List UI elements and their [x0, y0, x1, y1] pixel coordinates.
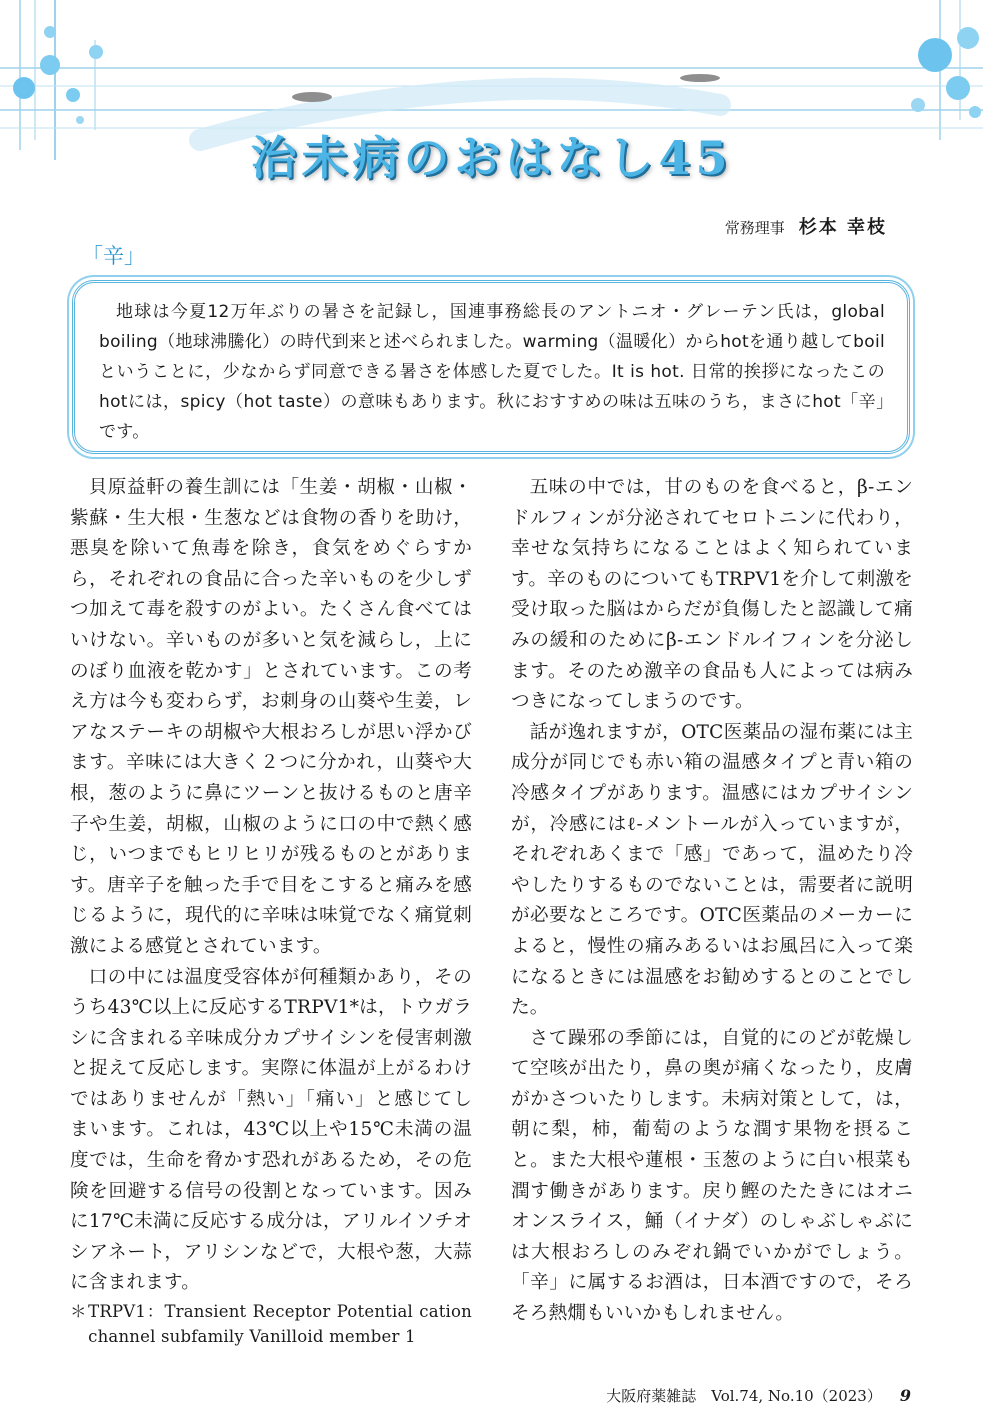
body-paragraph: 口の中には温度受容体が何種類かあり，そのうち43℃以上に反応するTRPV1*は，トウガラシに含まれる辛味成分カプサイシンを侵害刺激と捉えて反応します。実際に体温が上がるわけではありませんが「熱い」「痛い」と感じてしまいます。これは，43℃以上や15℃未満の温度では，生命を脅かす恐れがあるため，その危険を回避する信号の役割となっています。因みに17℃未満に反応する成分は，アリルイソチオシアネート，アリシンなどで，大根や葱，大蒜に含まれます。: [70, 966, 472, 1294]
deco-dot: [44, 26, 56, 38]
page-footer: [606, 1385, 911, 1406]
intro-box: [72, 280, 910, 454]
page-title: 治未病のおはなし45: [250, 131, 733, 185]
page-number: 9: [899, 1386, 911, 1405]
body-paragraph: さて躁邪の季節には，自覚的にのどが乾燥して空咳が出たり，鼻の奥が痛くなったり，皮膚がかさついたりします。未病対策として，は，朝に梨，柿，葡萄のような潤す果物を摂ること。また大根や蓮根・玉葱のように白い根菜も潤す働きがあります。戻り鰹のたたきにはオニオンスライス，鯒（イナダ）のしゃぶしゃぶには大根おろしのみぞれ鍋でいかがでしょう。「辛」に属するお酒は，日本酒ですので，そろそろ熱燗もいいかもしれません。: [511, 1027, 913, 1325]
deco-ellipse: [292, 92, 332, 102]
footnote-mark: ＊: [70, 1302, 87, 1322]
author-role: 常務理事: [724, 219, 785, 237]
deco-dot: [13, 77, 35, 99]
footnote: [70, 1299, 472, 1349]
deco-dot: [911, 98, 925, 112]
deco-dot: [918, 38, 952, 72]
body-paragraph: 話が逸れますが，OTC医薬品の湿布薬には主成分が同じでも赤い箱の温感タイプと青い箱の冷感タイプがあります。温感にはカプサイシンが，冷感にはℓ-メントールが入っていますが，それぞれあくまで「感」であって，温めたり冷やしたりするものでないことは，需要者に説明が必要なところです。OTC医薬品のメーカーによると，慢性の痛みあるいはお風呂に入って楽になるときには温感をお勧めするとのことでした。: [511, 721, 913, 1019]
author-line: [725, 213, 887, 239]
body-column-right: [511, 473, 913, 1330]
author-name: 杉本 幸枝: [798, 217, 887, 238]
deco-dot: [66, 88, 80, 102]
footnote-text: TRPV1：Transient Receptor Potential cation channel subfamily Vanilloid member 1: [88, 1302, 472, 1347]
section-heading: 「辛」: [82, 244, 145, 268]
deco-dot: [957, 27, 979, 49]
journal-citation: 大阪府薬雑誌 Vol.74, No.10（2023）: [606, 1387, 882, 1405]
deco-ellipse: [680, 74, 720, 82]
deco-dot: [946, 76, 970, 100]
body-column-left: [70, 473, 472, 1349]
body-paragraph: 五味の中では，甘のものを食べると，β-エンドルフィンが分泌されてセロトニンに代わり，幸せな気持ちになることはよく知られています。辛のものについてもTRPV1を介して刺激を受け取った脳はからだが負傷したと認識して痛みの緩和のためにβ-エンドルイフィンを分泌します。そのため激辛の食品も人によっては病みつきになってしまうのです。: [511, 477, 913, 713]
intro-paragraph: 地球は今夏12万年ぶりの暑さを記録し，国連事務総長のアントニオ・グレーテン氏は，global boiling（地球沸騰化）の時代到来と述べられました。warming（温暖化）からhotを通り越してboilということに，少なからず同意できる暑さを体感した夏でした。It is hot. 日常的挨拶になったこのhotには，spicy（hot taste）の意味もあります。秋におすすめの味は五味のうち，まさにhot「辛」です。: [99, 302, 885, 442]
deco-dot: [40, 55, 60, 75]
deco-dot: [89, 45, 103, 59]
body-paragraph: 貝原益軒の養生訓には「生姜・胡椒・山椒・紫蘇・生大根・生葱などは食物の香りを助け，悪臭を除いて魚毒を除き，食気をめぐらすから，それぞれの食品に合った辛いものを少しずつ加えて毒を殺すのがよい。たくさん食べてはいけない。辛いものが多いと気を減らし，上にのぼり血液を乾かす」とされています。この考え方は今も変わらず，お刺身の山葵や生姜，レアなステーキの胡椒や大根おろしが思い浮かびます。辛味には大きく２つに分かれ，山葵や大根，葱のように鼻にツーンと抜けるものと唐辛子や生姜，胡椒，山椒のように口の中で熱く感じ，いつまでもヒリヒリが残るものとがあります。唐辛子を触った手で目をこすると痛みを感じるように，現代的に辛味は味覚でなく痛覚刺激による感覚とされています。: [70, 477, 472, 957]
deco-dot: [969, 106, 981, 118]
